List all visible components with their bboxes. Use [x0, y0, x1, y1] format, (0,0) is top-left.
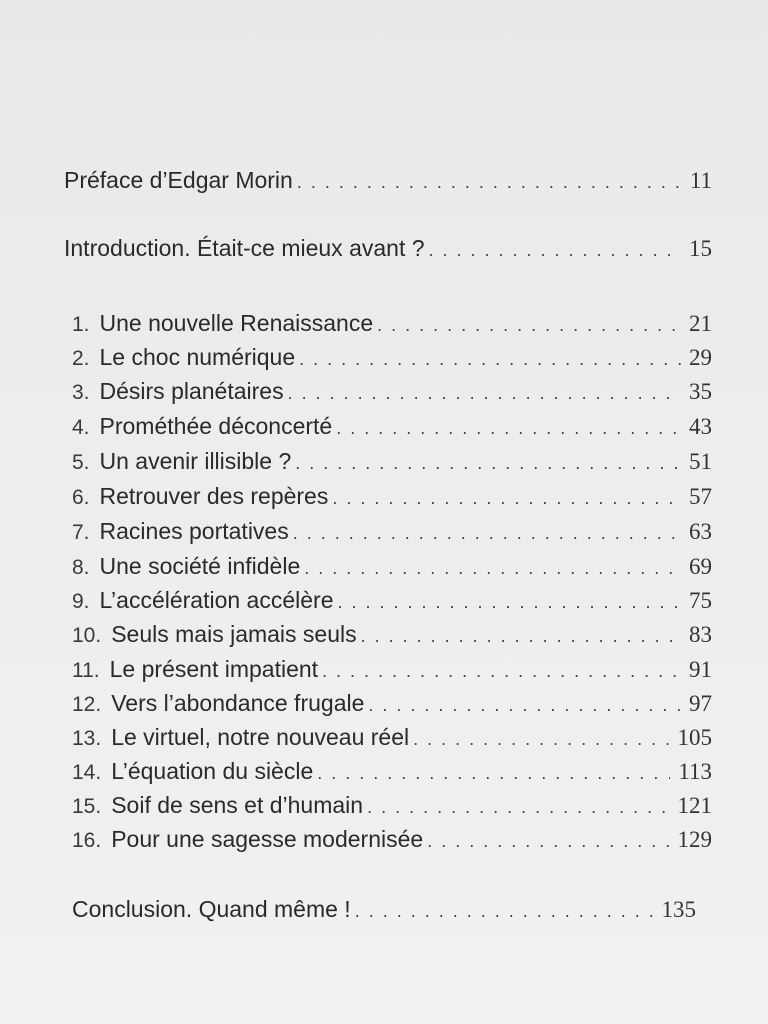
toc-entry-chapter: [72, 309, 712, 339]
toc-entry-chapter: [72, 620, 712, 650]
toc-entry-chapter: [72, 791, 712, 821]
chapter-page-number: 83: [689, 622, 712, 647]
chapter-title: Pour une sagesse modernisée: [111, 826, 424, 852]
toc-entry-chapter: [72, 825, 712, 855]
dot-leader: [368, 691, 681, 719]
chapter-title: Un avenir illisible ?: [99, 448, 292, 474]
toc-entry-page-number: 135: [661, 897, 696, 922]
chapter-number: 7.: [72, 521, 90, 544]
chapter-page-number: 57: [689, 484, 712, 509]
toc-entry-chapter: [72, 689, 712, 719]
chapter-number: 3.: [72, 381, 90, 404]
chapter-page-number: 51: [689, 449, 712, 474]
chapter-title: Vers l’abondance frugale: [111, 690, 365, 716]
chapter-title: Le choc numérique: [99, 344, 296, 370]
chapter-title: Soif de sens et d’humain: [111, 792, 364, 818]
dot-leader: [429, 236, 681, 264]
dot-leader: [288, 379, 681, 407]
chapter-page-number: 43: [689, 414, 712, 439]
dot-leader: [332, 484, 681, 512]
chapter-title: Une société infidèle: [99, 553, 301, 579]
toc-entry-chapter: [72, 517, 712, 547]
toc-entry-chapter: [72, 412, 712, 442]
chapter-number: 15.: [72, 795, 102, 818]
toc-entry-chapter: [72, 723, 712, 753]
chapter-page-number: 29: [689, 345, 712, 370]
chapter-number: 10.: [72, 624, 102, 647]
chapter-title: Le virtuel, notre nouveau réel: [111, 724, 410, 750]
chapter-number: 12.: [72, 693, 102, 716]
toc-entry-chapter: [72, 586, 712, 616]
chapter-page-number: 113: [678, 759, 712, 784]
toc-entry-chapter: [72, 552, 712, 582]
toc-entry-preface: [64, 166, 712, 196]
toc-entry-title: Préface d’Edgar Morin: [64, 167, 293, 193]
toc-entry-chapter: [72, 482, 712, 512]
chapter-page-number: 63: [689, 519, 712, 544]
chapter-number: 14.: [72, 761, 102, 784]
chapter-page-number: 69: [689, 554, 712, 579]
chapter-number: 1.: [72, 313, 90, 336]
chapter-title: L’accélération accélère: [99, 587, 334, 613]
dot-leader: [295, 449, 681, 477]
chapter-title: L’équation du siècle: [111, 758, 314, 784]
chapter-number: 4.: [72, 416, 90, 439]
chapter-page-number: 75: [689, 588, 712, 613]
toc-entry-chapter: [72, 447, 712, 477]
dot-leader: [317, 759, 670, 787]
chapter-number: 6.: [72, 486, 90, 509]
chapter-number: 2.: [72, 347, 90, 370]
toc-entry-title: Conclusion. Quand même !: [72, 896, 351, 922]
chapter-title: Le présent impatient: [109, 656, 319, 682]
dot-leader: [377, 311, 681, 339]
chapter-page-number: 35: [689, 379, 712, 404]
chapter-page-number: 97: [689, 691, 712, 716]
dot-leader: [361, 622, 681, 650]
chapter-title: Seuls mais jamais seuls: [111, 621, 357, 647]
toc-entry-page-number: 15: [689, 236, 712, 261]
chapter-title: Retrouver des repères: [99, 483, 329, 509]
dot-leader: [367, 793, 669, 821]
chapter-title: Désirs planétaires: [99, 378, 284, 404]
chapter-number: 8.: [72, 556, 90, 579]
chapter-page-number: 105: [677, 725, 712, 750]
dot-leader: [355, 897, 654, 925]
chapter-page-number: 91: [689, 657, 712, 682]
dot-leader: [299, 345, 681, 373]
chapter-page-number: 21: [689, 311, 712, 336]
toc-entry-chapter: [72, 757, 712, 787]
toc-entry-chapter: [72, 655, 712, 685]
toc-entry-title: Introduction. Était-ce mieux avant ?: [64, 235, 425, 261]
chapter-number: 16.: [72, 829, 102, 852]
dot-leader: [293, 519, 681, 547]
dot-leader: [304, 554, 681, 582]
chapter-page-number: 121: [677, 793, 712, 818]
dot-leader: [413, 725, 669, 753]
chapter-number: 9.: [72, 590, 90, 613]
dot-leader: [322, 657, 681, 685]
dot-leader: [297, 168, 682, 196]
toc-entry-conclusion: [72, 895, 696, 925]
chapter-number: 11.: [72, 659, 100, 682]
chapter-title: Racines portatives: [99, 518, 289, 544]
dot-leader: [427, 827, 669, 855]
toc-entry-introduction: [64, 234, 712, 264]
toc-entry-chapter: [72, 343, 712, 373]
chapter-title: Prométhée déconcerté: [99, 413, 333, 439]
toc-entry-chapter: [72, 377, 712, 407]
chapter-number: 13.: [72, 727, 102, 750]
dot-leader: [338, 588, 682, 616]
chapter-title: Une nouvelle Renaissance: [99, 310, 374, 336]
dot-leader: [336, 414, 681, 442]
chapter-page-number: 129: [677, 827, 712, 852]
chapter-number: 5.: [72, 451, 90, 474]
toc-entry-page-number: 11: [689, 168, 712, 193]
